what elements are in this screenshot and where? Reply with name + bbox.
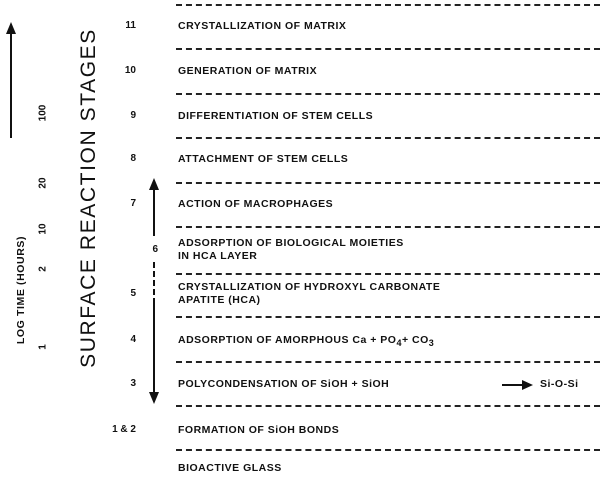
subscript: 3 <box>428 338 435 348</box>
stage-label: CRYSTALLIZATION OF MATRIX <box>178 20 347 32</box>
time-tick: 10 <box>37 223 49 235</box>
stage-label-line: CRYSTALLIZATION OF HYDROXYL CARBONATE <box>178 281 441 293</box>
reaction-arrow <box>502 380 533 390</box>
stage-label: GENERATION OF MATRIX <box>178 65 318 77</box>
stage-label-line: APATITE (HCA) <box>178 294 261 306</box>
stage-label: DIFFERENTIATION OF STEM CELLS <box>178 110 374 122</box>
time-tick: 20 <box>37 177 49 189</box>
subscript: 4 <box>396 338 402 348</box>
stage-label-line: ADSORPTION OF BIOLOGICAL MOIETIES <box>178 237 404 249</box>
time-tick: 100 <box>37 104 49 122</box>
time-axis-label: LOG TIME (HOURS) <box>15 235 27 345</box>
stage-number: 1 & 2 <box>112 424 136 435</box>
stage-label-part: + CO <box>401 334 429 346</box>
stage-range-arrow <box>149 178 159 404</box>
stage-label: ATTACHMENT OF STEM CELLS <box>178 153 349 165</box>
diagram-title: SURFACE REACTION STAGES <box>77 28 100 368</box>
time-tick: 2 <box>37 266 49 272</box>
stage-number: 11 <box>125 20 136 31</box>
stage-number: 3 <box>130 378 136 389</box>
stage-label: ACTION OF MACROPHAGES <box>178 198 334 210</box>
stage-number: 9 <box>130 110 136 121</box>
reaction-product: Si-O-Si <box>540 378 579 390</box>
stage-label-part: POLYCONDENSATION OF SiOH + SiOH <box>178 378 390 390</box>
stage-number: 10 <box>124 65 136 76</box>
stage-label-part: ADSORPTION OF AMORPHOUS Ca + PO <box>178 334 397 346</box>
base-material-label: BIOACTIVE GLASS <box>178 462 282 474</box>
stage-label-line: IN HCA LAYER <box>178 250 258 262</box>
stage-number: 8 <box>130 153 136 164</box>
stage-number: 6 <box>152 244 158 255</box>
stage-label: FORMATION OF SiOH BONDS <box>178 424 340 436</box>
stage-number: 4 <box>130 334 136 345</box>
stage-number: 7 <box>130 198 136 209</box>
stage-number: 5 <box>130 288 136 299</box>
time-tick: 1 <box>37 344 49 350</box>
